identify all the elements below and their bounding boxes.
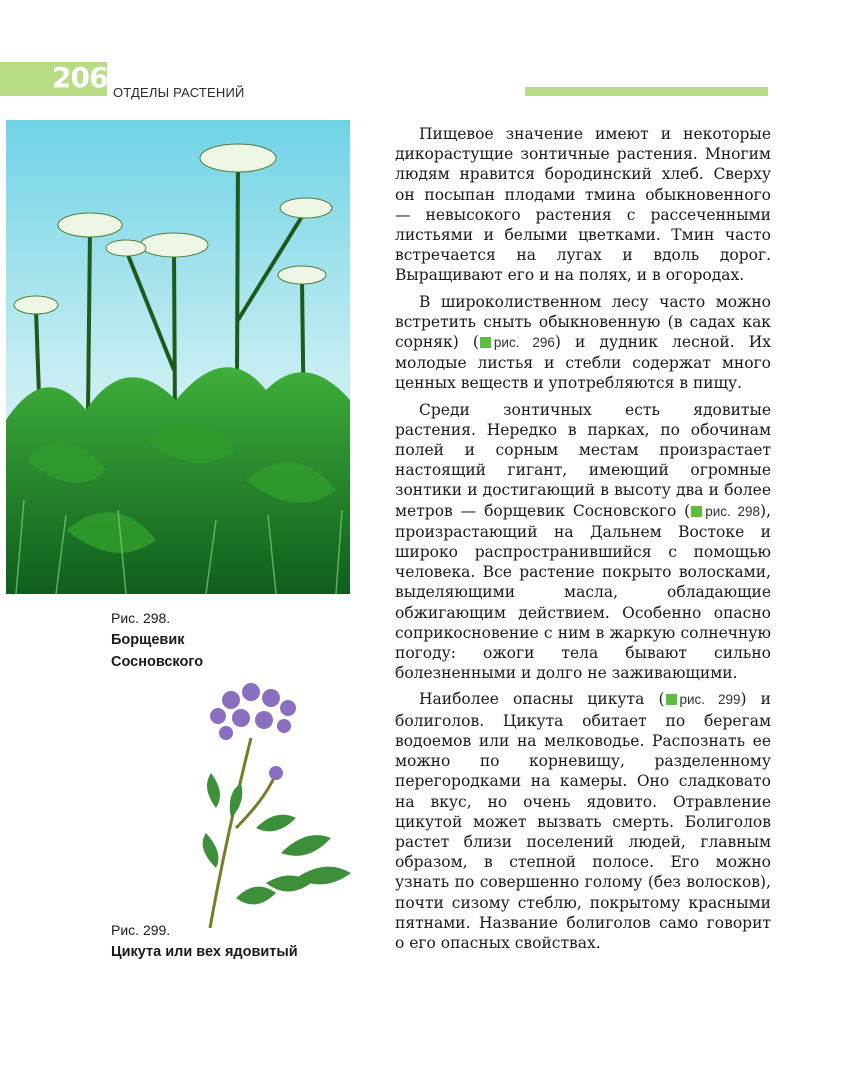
figure-reference-298[interactable]	[690, 504, 760, 519]
figure-reference-text: рис. 298	[705, 503, 761, 519]
figure-298-title-line1: Борщевик	[111, 632, 185, 648]
figure-reference-299[interactable]	[665, 692, 741, 707]
figure-299-caption	[111, 919, 351, 963]
paragraph-2-text-end: ) и дудник лесной. Их молодые листья и стебли содержат много ценных веществ и употребляются в пищу.	[395, 333, 771, 393]
figure-299-title: Цикута или вех ядовитый	[111, 944, 298, 960]
hogweed-photo	[6, 120, 350, 594]
paragraph-1: Пищевое значение имеют и некоторые дикорастущие зонтичные растения. Многим людям нравится бородинский хлеб. Сверху он посыпан плодами тмина обыкновенного — невысокого растения с рассеченными листьями и белыми цветками. Тмин часто встречается на лугах и вдоль дорог. Выращивают его и на полях, и в огородах.	[395, 125, 771, 285]
paragraph-4-text-start: Наиболее опасны цикута (	[419, 690, 665, 709]
figure-reference-text: рис. 296	[493, 335, 555, 351]
figure-reference-296[interactable]	[479, 335, 555, 350]
paragraph-4-text-end: ) и болиголов. Цикута обитает по берегам водоемов или на мелководье. Распознать ее можно по корневищу, разделенному перегородками на камеры. Оно сладковато на вкус, но очень ядовито. Отравление цикутой может вызвать смерть. Болиголов растет близи поселений людей, главным образом, в степной полосе. Его можно узнать по совершенно голому (без волосков), почти сизому стеблю, покрытому красными пятнами. Название болиголов само говорит о его опасных свойствах.	[395, 690, 772, 952]
body-text	[395, 124, 771, 959]
paragraph-3-text-end: ), произрастающий на Дальнем Востоке и широко распространившийся с помощью человека. Все растение покрыто волосками, выделяющими масла, обладающие обжигающим действием. Особенно опасно соприкосновение с ним в жаркую солнечную погоду: ожоги тела бывают сильно болезненными и долго не заживающими.	[395, 501, 771, 683]
hemlock-illustration	[196, 678, 356, 928]
reference-marker-icon	[691, 506, 702, 517]
figure-299-label: Рис. 299.	[111, 922, 171, 938]
page-number: 206	[52, 61, 108, 94]
figure-298-label: Рис. 298.	[111, 610, 171, 626]
paragraph-3	[395, 400, 771, 684]
paragraph-4	[395, 689, 771, 953]
reference-marker-icon	[666, 694, 677, 705]
reference-marker-icon	[480, 337, 491, 348]
header-accent-rule	[525, 87, 768, 96]
paragraph-2	[395, 292, 771, 394]
paragraph-3-text-start: Среди зонтичных есть ядовитые растения. Нередко в парках, по обочинам полей и сорным местам произрастает настоящий гигант, имеющий огромные зонтики и достигающий в высоту два и более метров — борщевик Сосновского (	[395, 400, 771, 520]
figure-reference-text: рис. 299	[679, 692, 741, 708]
figure-298-title-line2: Сосновского	[111, 654, 204, 670]
paragraph-2-text-start: В широколиственном лесу часто можно встретить сныть обыкновенную (в садах как сорняк) (	[395, 292, 771, 352]
figure-298-caption	[111, 607, 261, 673]
section-title: ОТДЕЛЫ РАСТЕНИЙ	[113, 85, 245, 100]
